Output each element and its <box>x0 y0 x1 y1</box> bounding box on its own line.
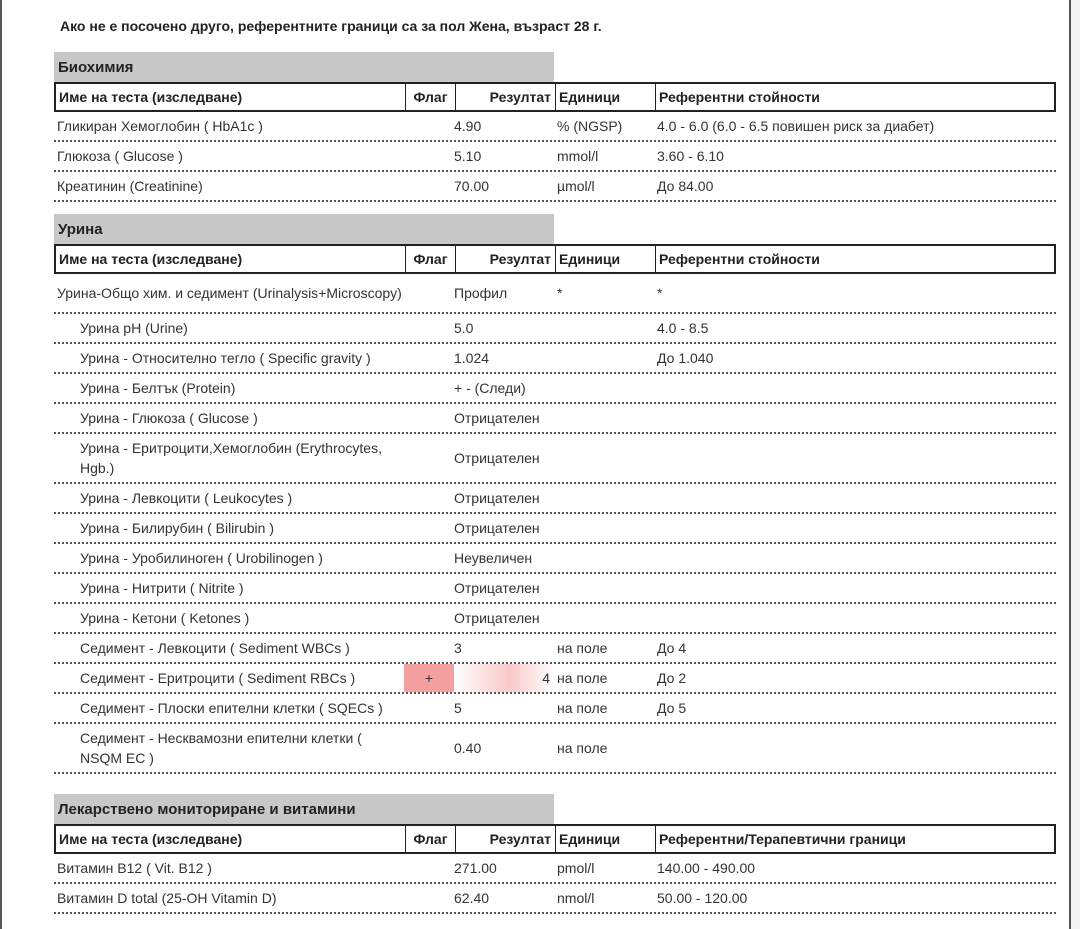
reference-range: 4.0 - 8.5 <box>657 320 709 336</box>
flag-cell <box>404 142 454 170</box>
section-title: Биохимия <box>54 52 554 82</box>
header-test-name: Име на теста (изследване) <box>56 826 406 852</box>
flag-cell <box>404 344 454 372</box>
units: µmol/l <box>557 178 595 194</box>
table-header <box>54 824 1056 854</box>
page-frame-left <box>0 0 2 929</box>
reference-range: До 4 <box>657 640 687 656</box>
header-reference: Референтни/Терапевтични граници <box>659 831 906 847</box>
header-reference: Референтни стойности <box>659 251 820 267</box>
table-row <box>54 604 1056 634</box>
units: nmol/l <box>557 890 595 906</box>
test-name: Креатинин (Creatinine) <box>57 178 203 194</box>
table-row <box>54 634 1056 664</box>
test-name: Урина - Левкоцити ( Leukocytes ) <box>80 490 293 506</box>
flag-cell <box>404 724 454 772</box>
result-value: Отрицателен <box>454 490 540 506</box>
table-row <box>54 514 1056 544</box>
table-row <box>54 884 1056 914</box>
test-name: Гликиран Хемоглобин ( HbA1c ) <box>57 118 263 134</box>
header-result: Резултат <box>456 84 556 110</box>
test-name: Урина pH (Urine) <box>80 320 188 336</box>
table-row <box>54 274 1056 314</box>
units: на поле <box>557 670 608 686</box>
reference-range: До 84.00 <box>657 178 714 194</box>
result-value: 62.40 <box>454 890 490 906</box>
test-name: Урина - Нитрити ( Nitrite ) <box>80 580 244 596</box>
table-row <box>54 344 1056 374</box>
section-title: Урина <box>54 214 554 244</box>
flag-cell <box>404 574 454 602</box>
table-row <box>54 574 1056 604</box>
test-name: Урина - Билирубин ( Bilirubin ) <box>80 520 274 536</box>
flag-cell <box>404 112 454 140</box>
test-name: Урина - Относително тегло ( Specific gravity ) <box>80 350 371 366</box>
flag-cell <box>404 884 454 912</box>
result-value: 4.90 <box>454 118 482 134</box>
header-test-name: Име на теста (изследване) <box>56 246 406 272</box>
result-value: 5 <box>454 700 462 716</box>
header-result: Резултат <box>456 246 556 272</box>
result-value: 271.00 <box>454 860 497 876</box>
section-biochemistry <box>54 52 1056 202</box>
table-row <box>54 434 1056 484</box>
units: * <box>557 285 563 301</box>
units: на поле <box>557 740 608 756</box>
table-row <box>54 374 1056 404</box>
test-name: Урина - Белтък (Protein) <box>80 380 236 396</box>
result-value: 4 <box>454 664 554 692</box>
flag-cell <box>404 434 454 482</box>
table-row <box>54 404 1056 434</box>
header-flag: Флаг <box>406 246 456 272</box>
table-row <box>54 142 1056 172</box>
result-value: 1.024 <box>454 350 490 366</box>
result-value: Отрицателен <box>454 610 540 626</box>
result-value: Отрицателен <box>454 580 540 596</box>
reference-range: До 2 <box>657 670 687 686</box>
table-row <box>54 484 1056 514</box>
table-header <box>54 244 1056 274</box>
result-value: 5.10 <box>454 148 482 164</box>
test-name: Урина - Уробилиноген ( Urobilinogen ) <box>80 550 323 566</box>
flag-cell <box>404 604 454 632</box>
result-value: 0.40 <box>454 740 482 756</box>
test-name: Урина - Глюкоза ( Glucose ) <box>80 410 258 426</box>
table-row <box>54 724 1056 774</box>
page-margin-right <box>1071 0 1080 929</box>
result-value: Неувеличен <box>454 550 533 566</box>
reference-range: 140.00 - 490.00 <box>657 860 756 876</box>
test-name: Седимент - Плоски епителни клетки ( SQECs ) <box>80 700 383 716</box>
reference-range: 50.00 - 120.00 <box>657 890 748 906</box>
table-row <box>54 112 1056 142</box>
table-row <box>54 172 1056 202</box>
test-name: Витамин В12 ( Vit. B12 ) <box>57 860 212 876</box>
reference-range: 3.60 - 6.10 <box>657 148 724 164</box>
flag-cell <box>404 314 454 342</box>
table-header <box>54 82 1056 112</box>
reference-range: 4.0 - 6.0 (6.0 - 6.5 повишен риск за диабет) <box>657 118 935 134</box>
test-name: Глюкоза ( Glucose ) <box>57 148 183 164</box>
section-drug-monitoring-vitamins <box>54 794 1056 914</box>
flag-cell <box>404 374 454 402</box>
section-title: Лекарствено мониториране и витамини <box>54 794 554 824</box>
test-name: Витамин D total (25-OH Vitamin D) <box>57 890 277 906</box>
reference-range: * <box>657 285 663 301</box>
header-result: Резултат <box>456 826 556 852</box>
units: pmol/l <box>557 860 595 876</box>
reference-note: Ако не е посочено друго, референтните граници са за пол Жена, възраст 28 г. <box>60 18 602 34</box>
flag-cell <box>404 274 454 312</box>
table-row <box>54 314 1056 344</box>
result-value: Отрицателен <box>454 450 540 466</box>
table-row <box>54 854 1056 884</box>
flag-cell <box>404 172 454 200</box>
result-value: Отрицателен <box>454 520 540 536</box>
flag-cell <box>404 544 454 572</box>
flag-cell <box>404 694 454 722</box>
reference-range: До 1.040 <box>657 350 714 366</box>
units: на поле <box>557 640 608 656</box>
test-name: Седимент - Несквамозни епителни клетки ( NSQM EC ) <box>80 730 362 766</box>
table-row <box>54 694 1056 724</box>
units: на поле <box>557 700 608 716</box>
result-value: + - (Следи) <box>454 380 526 396</box>
test-name: Седимент - Левкоцити ( Sediment WBCs ) <box>80 640 350 656</box>
result-value: 3 <box>454 640 462 656</box>
header-flag: Флаг <box>406 826 456 852</box>
units: mmol/l <box>557 148 599 164</box>
header-test-name: Име на теста (изследване) <box>56 84 406 110</box>
header-units: Единици <box>556 826 656 852</box>
header-reference: Референтни стойности <box>659 89 820 105</box>
flag-cell: + <box>404 664 454 692</box>
table-row <box>54 664 1056 694</box>
section-urine <box>54 214 1056 774</box>
header-units: Единици <box>556 84 656 110</box>
header-units: Единици <box>556 246 656 272</box>
result-value: 5.0 <box>454 320 474 336</box>
flag-cell <box>404 514 454 542</box>
test-name: Урина-Общо хим. и седимент (Urinalysis+Microscopy) <box>57 285 402 301</box>
flag-cell <box>404 484 454 512</box>
header-flag: Флаг <box>406 84 456 110</box>
test-name: Урина - Кетони ( Ketones ) <box>80 610 250 626</box>
flag-cell <box>404 634 454 662</box>
flag-cell <box>404 404 454 432</box>
result-value: Профил <box>454 285 508 301</box>
flag-cell <box>404 854 454 882</box>
test-name: Урина - Еритроцити,Хемоглобин (Erythrocytes, Hgb.) <box>80 440 382 476</box>
reference-range: До 5 <box>657 700 687 716</box>
units: % (NGSP) <box>557 118 623 134</box>
test-name: Седимент - Еритроцити ( Sediment RBCs ) <box>80 670 356 686</box>
table-row <box>54 544 1056 574</box>
result-value: Отрицателен <box>454 410 540 426</box>
result-value: 70.00 <box>454 178 490 194</box>
